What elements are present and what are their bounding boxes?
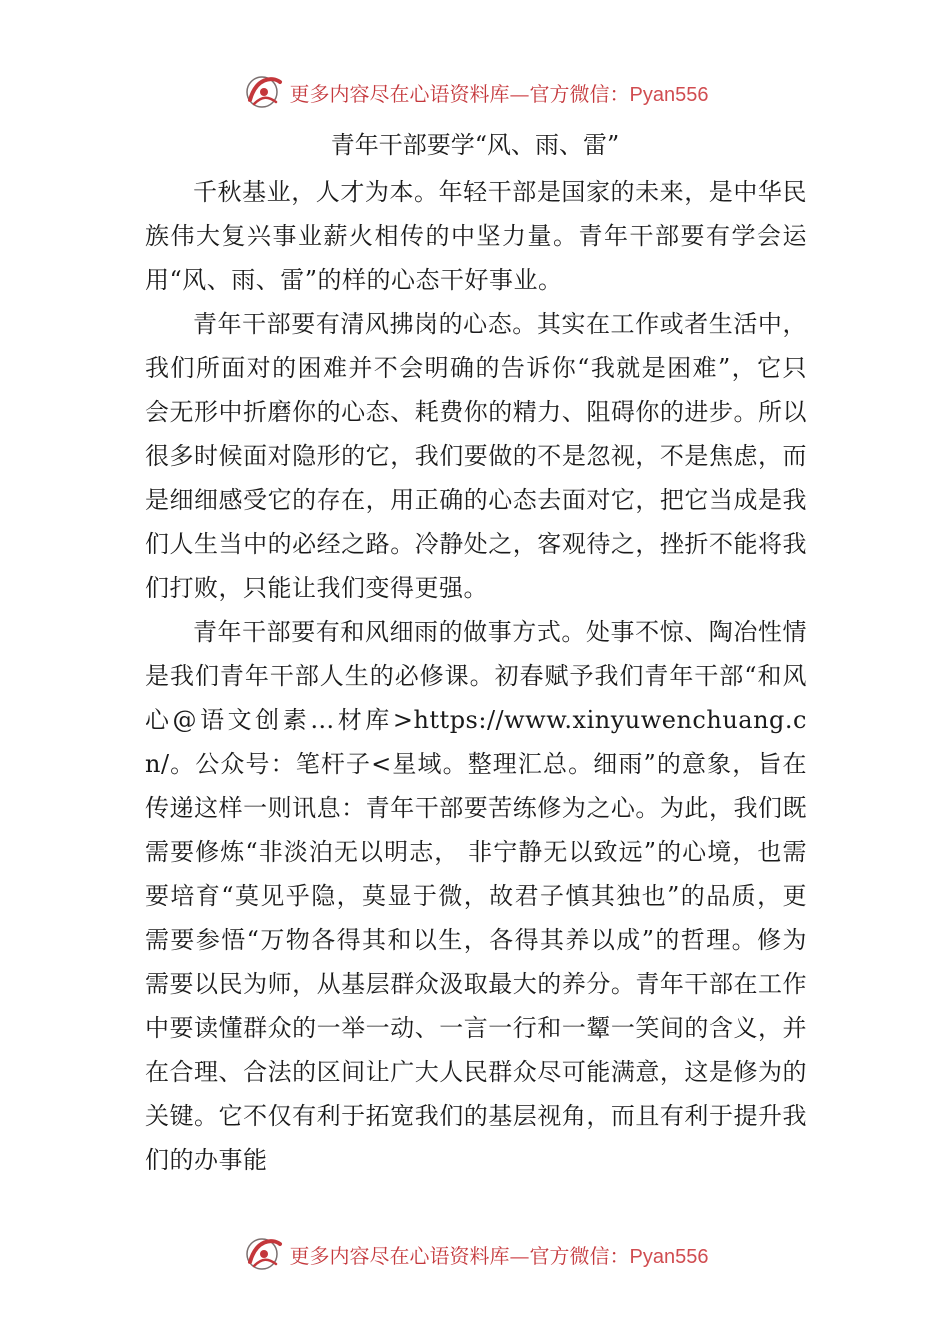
banner-separator: — (509, 81, 530, 106)
banner-wechat-id: Pyan556 (629, 83, 709, 106)
banner-label: 官方微信： (529, 81, 630, 106)
banner-main-text: 更多内容尽在心语资料库 (289, 81, 510, 106)
header-banner (0, 70, 950, 114)
banner-text (290, 78, 709, 107)
paragraph-2: 青年干部要有清风拂岗的心态。其实在工作或者生活中，我们所面对的困难并不会明确的告诉你“我就是困难”，它只会无形中折磨你的心态、耗费你的精力、阻碍你的进步。所以很多时候面对隐形的它，我们要做的不是忽视，不是焦虑，而是细细感受它的存在，用正确的心态去面对它，把它当成是我们人生当中的必经之路。冷静处之，客观待之，挫折不能将我们打败，只能让我们变得更强。 (145, 310, 807, 602)
paragraph-3: 青年干部要有和风细雨的做事方式。处事不惊、陶冶性情是我们青年干部人生的必修课。初春赋予我们青年干部“和风心@语文创素…材库>https://www.xinyuwenchuang.cn/。公众号：笔杆子<星域。整理汇总。细雨”的意象，旨在传递这样一则讯息：青年干部要苦练修为之心。为此，我们既需要修炼“非淡泊无以明志， 非宁静无以致远”的心境，也需要培育“莫见乎隐，莫显于微，故君子慎其独也”的品质，更需要参悟“万物各得其和以生，各得其养以成”的哲理。修为需要以民为师，从基层群众汲取最大的养分。青年干部在工作中要读懂群众的一举一动、一言一行和一颦一笑间的含义，并在合理、合法的区间让广大人民群众尽可能满意，这是修为的关键。它不仅有利于拓宽我们的基层视角，而且有利于提升我们的办事能 (145, 618, 807, 1174)
document-body (145, 170, 807, 1182)
banner-text (290, 1240, 709, 1269)
brush-calligraphy-logo-icon (242, 70, 286, 114)
brush-calligraphy-logo-icon (242, 1232, 286, 1276)
footer-banner (0, 1232, 950, 1276)
paragraph-1: 千秋基业，人才为本。年轻干部是国家的未来，是中华民族伟大复兴事业薪火相传的中坚力量。青年干部要有学会运用“风、雨、雷”的样的心态干好事业。 (145, 178, 807, 294)
banner-label: 官方微信： (529, 1243, 630, 1268)
banner-main-text: 更多内容尽在心语资料库 (289, 1243, 510, 1268)
banner-wechat-id: Pyan556 (629, 1245, 709, 1268)
document-title: 青年干部要学“风、雨、雷” (330, 131, 620, 159)
banner-separator: — (509, 1243, 530, 1268)
